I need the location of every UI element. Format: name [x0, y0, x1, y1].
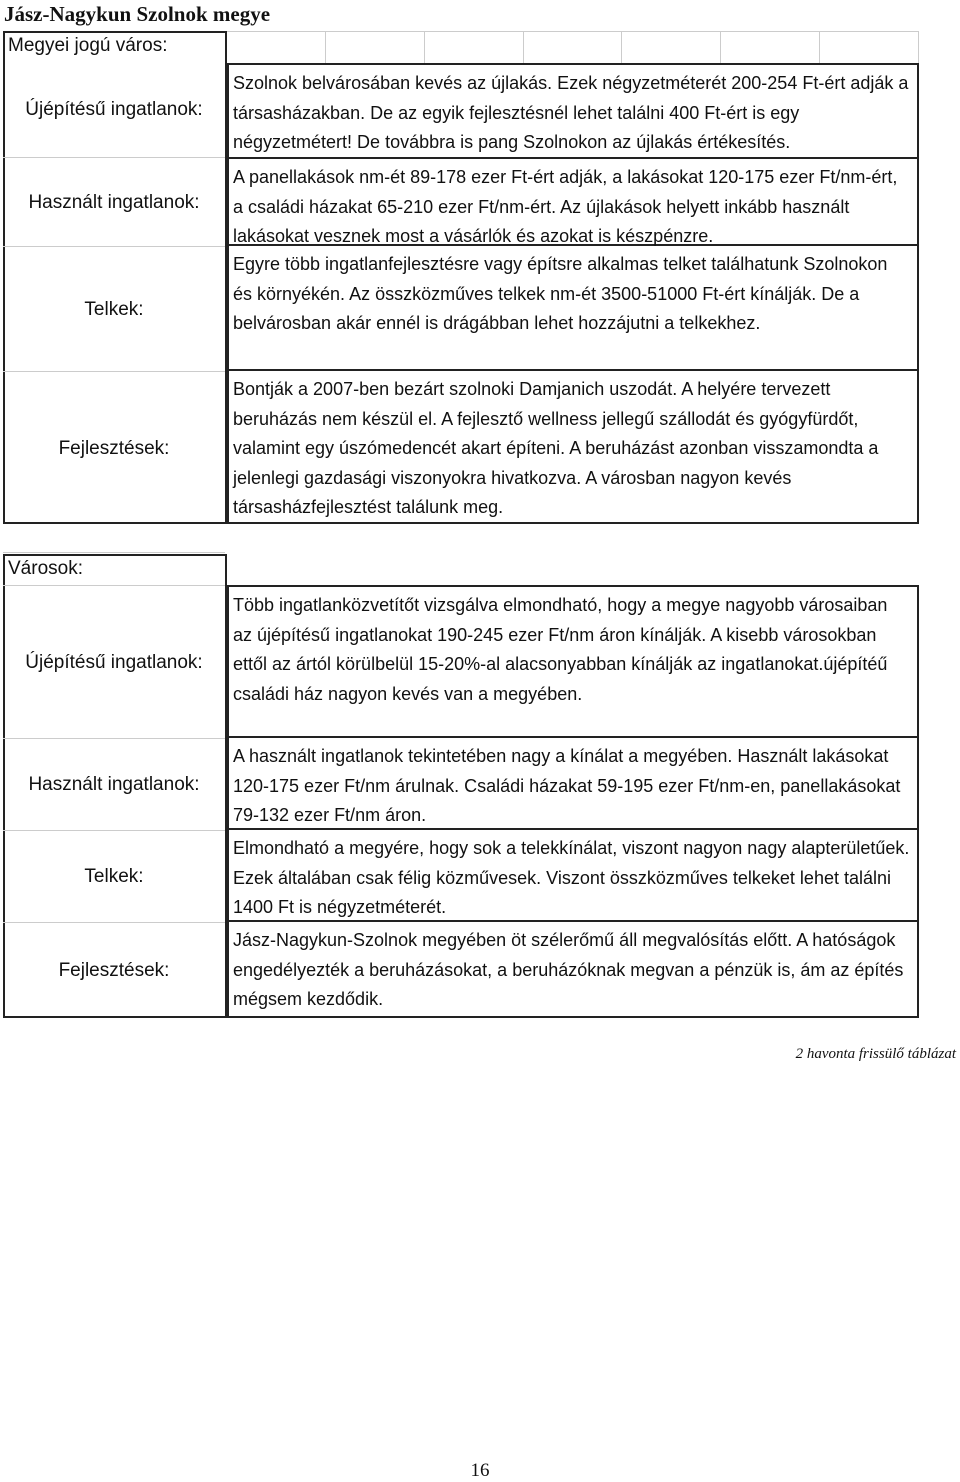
row-label: Fejlesztések:: [3, 371, 225, 525]
divider: [3, 552, 225, 553]
row-text: Jász-Nagykun-Szolnok megyében öt szélerőmű áll megvalósítás előtt. A hatóságok engedélyezték a beruházásokat, a beruházóknak megvan a pénzük is, ám az építés mégsem kezdődik.: [227, 922, 919, 1018]
header-cells: [227, 31, 919, 63]
row-text: Egyre több ingatlanfejlesztésre vagy építsre alkalmas telket találhatunk Szolnokon és környékén. Az összközműves telkek nm-ét 3500-51000 Ft-ért kínálják. De a belvárosban akár ennél is drágábban lehet hozzájutni a telkekhez.: [227, 246, 919, 371]
table-row: [3, 585, 919, 738]
row-label: Újépítésű ingatlanok:: [25, 99, 203, 120]
table-row: [3, 63, 919, 157]
table-row: [3, 246, 919, 371]
row-label: Használt ingatlanok:: [3, 157, 225, 247]
row-text: Szolnok belvárosában kevés az újlakás. Ezek négyzetméterét 200-254 Ft-ért adják a társasházakban. De az egyik fejlesztésnél lehet találni 400 Ft-ért is egy négyzetmétert! De továbbra is pang Szolnokon az újlakás értékesítés.: [227, 63, 919, 157]
row-text: Bontják a 2007-ben bezárt szolnoki Damjanich uszodát. A helyére tervezett beruházás nem készül el. A fejlesztő wellness jellegű szállodát és gyógyfürdőt, valamint egy úszómedencét akart építeni. A beruházást azonban visszamondta a jelenlegi gazdasági viszonyokra hivatkozva. A városban nagyon kevés társasházfejlesztést találunk meg.: [227, 371, 919, 524]
table-row: [3, 922, 919, 1018]
row-label: Újépítésű ingatlanok:: [3, 585, 225, 739]
section-varosok: [3, 554, 917, 1018]
section-megyei-jogu-varos: [3, 31, 917, 524]
footnote: 2 havonta frissülő táblázat: [795, 1046, 956, 1062]
table-row: [3, 738, 919, 830]
row-label: Telkek:: [3, 830, 225, 923]
row-text: Elmondható a megyére, hogy sok a telekkínálat, viszont nagyon nagy alapterületűek. Ezek általában csak félig közművesek. Viszont összközműves telkeket lehet találni 1400 Ft is négyzetméterét.: [227, 830, 919, 922]
page-title: Jász-Nagykun Szolnok megye: [4, 2, 271, 26]
table-row: [3, 830, 919, 922]
row-text: Több ingatlanközvetítőt vizsgálva elmondható, hogy a megye nagyobb városaiban az újépítésű ingatlanokat 190-245 ezer Ft/nm áron kínálják. A kisebb városokban ettől az ártól körülbelül 15-20%-al alacsonyabban kínálják az ingatlanokat.újépítéű családi ház nagyon kevés van a megyében.: [227, 585, 919, 738]
row-text: A használt ingatlanok tekintetében nagy a kínálat a megyében. Használt lakásokat 120-175 ezer Ft/nm árulnak. Családi házakat 59-195 ezer Ft/nm-en, panellakásokat 79-132 ezer Ft/nm áron.: [227, 738, 919, 830]
section-label: Városok:: [8, 558, 83, 579]
table-row: [3, 157, 919, 246]
page-number: 16: [470, 1460, 490, 1481]
table-row: [3, 371, 919, 524]
row-text: A panellakások nm-ét 89-178 ezer Ft-ért adják, a lakásokat 120-175 ezer Ft/nm-ért, a családi házakat 65-210 ezer Ft/nm-ért. Az újlakások helyett inkább használt lakásokat vesznek most a vásárlók és azokat is készpénzre.: [227, 157, 919, 246]
row-label: Telkek:: [3, 246, 225, 372]
row-label: Használt ingatlanok:: [3, 738, 225, 831]
section-label: Megyei jogú város:: [8, 35, 168, 56]
row-label: Fejlesztések:: [3, 922, 225, 1019]
